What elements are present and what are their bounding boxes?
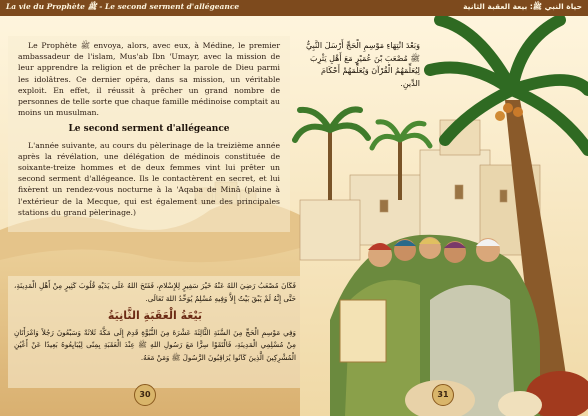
section-heading: Le second serment d'allégeance [68,124,230,135]
page-number-right: 31 [432,384,454,406]
left-page-text [18,40,280,218]
french-paragraph-2: L'année suivante, au cours du pèlerinage de la treizième année après la révélation, une délégation de médinois constituée de soixante-treize hommes et de deux femmes vint lui prêter un second serment d'allégeance. Ils le contactèrent en secret, et lui fixèrent un rendez-vous nocturne à la 'Aqaba de Minâ (plaine à l'extérieur de la Mecque, qui est également une des principales stations du grand pèlerinage.) [18,140,280,217]
arabic-text-block [14,280,296,364]
french-paragraph-1: Le Prophète ﷺ envoya, alors, avec eux, à Médine, le premier ambassadeur de l'islam, Mus'ab Ibn 'Umayr, avec la mission de leur apprendre la religion et de prêcher la parole de Dieu parmi les idolâtres. Ce dernier opéra, dans sa mission, un véritable exploit. En effet, il réussit à prêcher un grand nombre de personnes de telle sorte que chaque famille médinoise comptait au moins un musulman. [18,41,281,118]
arabic-paragraph-top: وَبَعْدَ انْتِهَاءِ مَوْسِمِ الْحَجِّ أَرْسَلَ النَّبِيُّ ﷺ مُصْعَبَ بْنَ عُمَيْرٍ مَعَ أَهْلِ يَثْرِبَ لِيُعَلِّمَهُمُ الْقُرْآنَ وَيُعَلِّمَهُمْ أَحْكَامَ الدِّينِ. [305,41,420,88]
header-band [0,0,588,16]
arabic-paragraph-2: وَفِي مَوْسِمِ الْحَجِّ مِنَ السَّنَةِ الثَّالِثَةَ عَشْرَةَ مِنَ النُّبُوَّةِ قَدِمَ إِلَى مَكَّةَ ثَلاثَةٌ وَسَبْعُونَ رَجُلاً وَامْرَأَتَانِ مِنْ مُسْلِمِي الْمَدِينَةِ، فَالْتَقَوْا سِرًّا مَعَ رَسُولِ اللهِ ﷺ عِنْدَ الْعَقَبَةِ بِمِنًى لِيُبَايِعُوهُ بَعِيدًا عَنْ أَعْيُنِ الْمُشْرِكِينَ الَّذِينَ كَانُوا يُرَاقِبُونَ الرَّسُولَ ﷺ وَمَنْ مَعَهُ. [14,327,296,362]
left-running-title: La vie du Prophète ﷺ - Le second serment d'allégeance [6,2,240,11]
arabic-paragraph-1: فَكَانَ مُصْعَبُ رَضِيَ اللهُ عَنْهُ خَيْرَ سَفِيرٍ لِلإِسْلامِ، فَفَتَحَ اللهُ عَلَى يَدَيْهِ قُلُوبَ كَثِيرٍ مِنْ أَهْلِ الْمَدِينَةِ، حَتَّى إِنَّهُ لَمْ يَبْقَ بَيْتٌ إِلاَّ وَفِيهِ مُسْلِمٌ يُوَحِّدُ اللهَ تَعَالَى. [14,281,296,303]
page-number-left: 30 [134,384,156,406]
right-running-title: حياة النبي ﷺ: بيعة العقبة الثانية [463,2,582,11]
arabic-subheading: بَيْعَةُ الْعَقَبَةِ الثَّانِيَةُ [107,309,203,322]
